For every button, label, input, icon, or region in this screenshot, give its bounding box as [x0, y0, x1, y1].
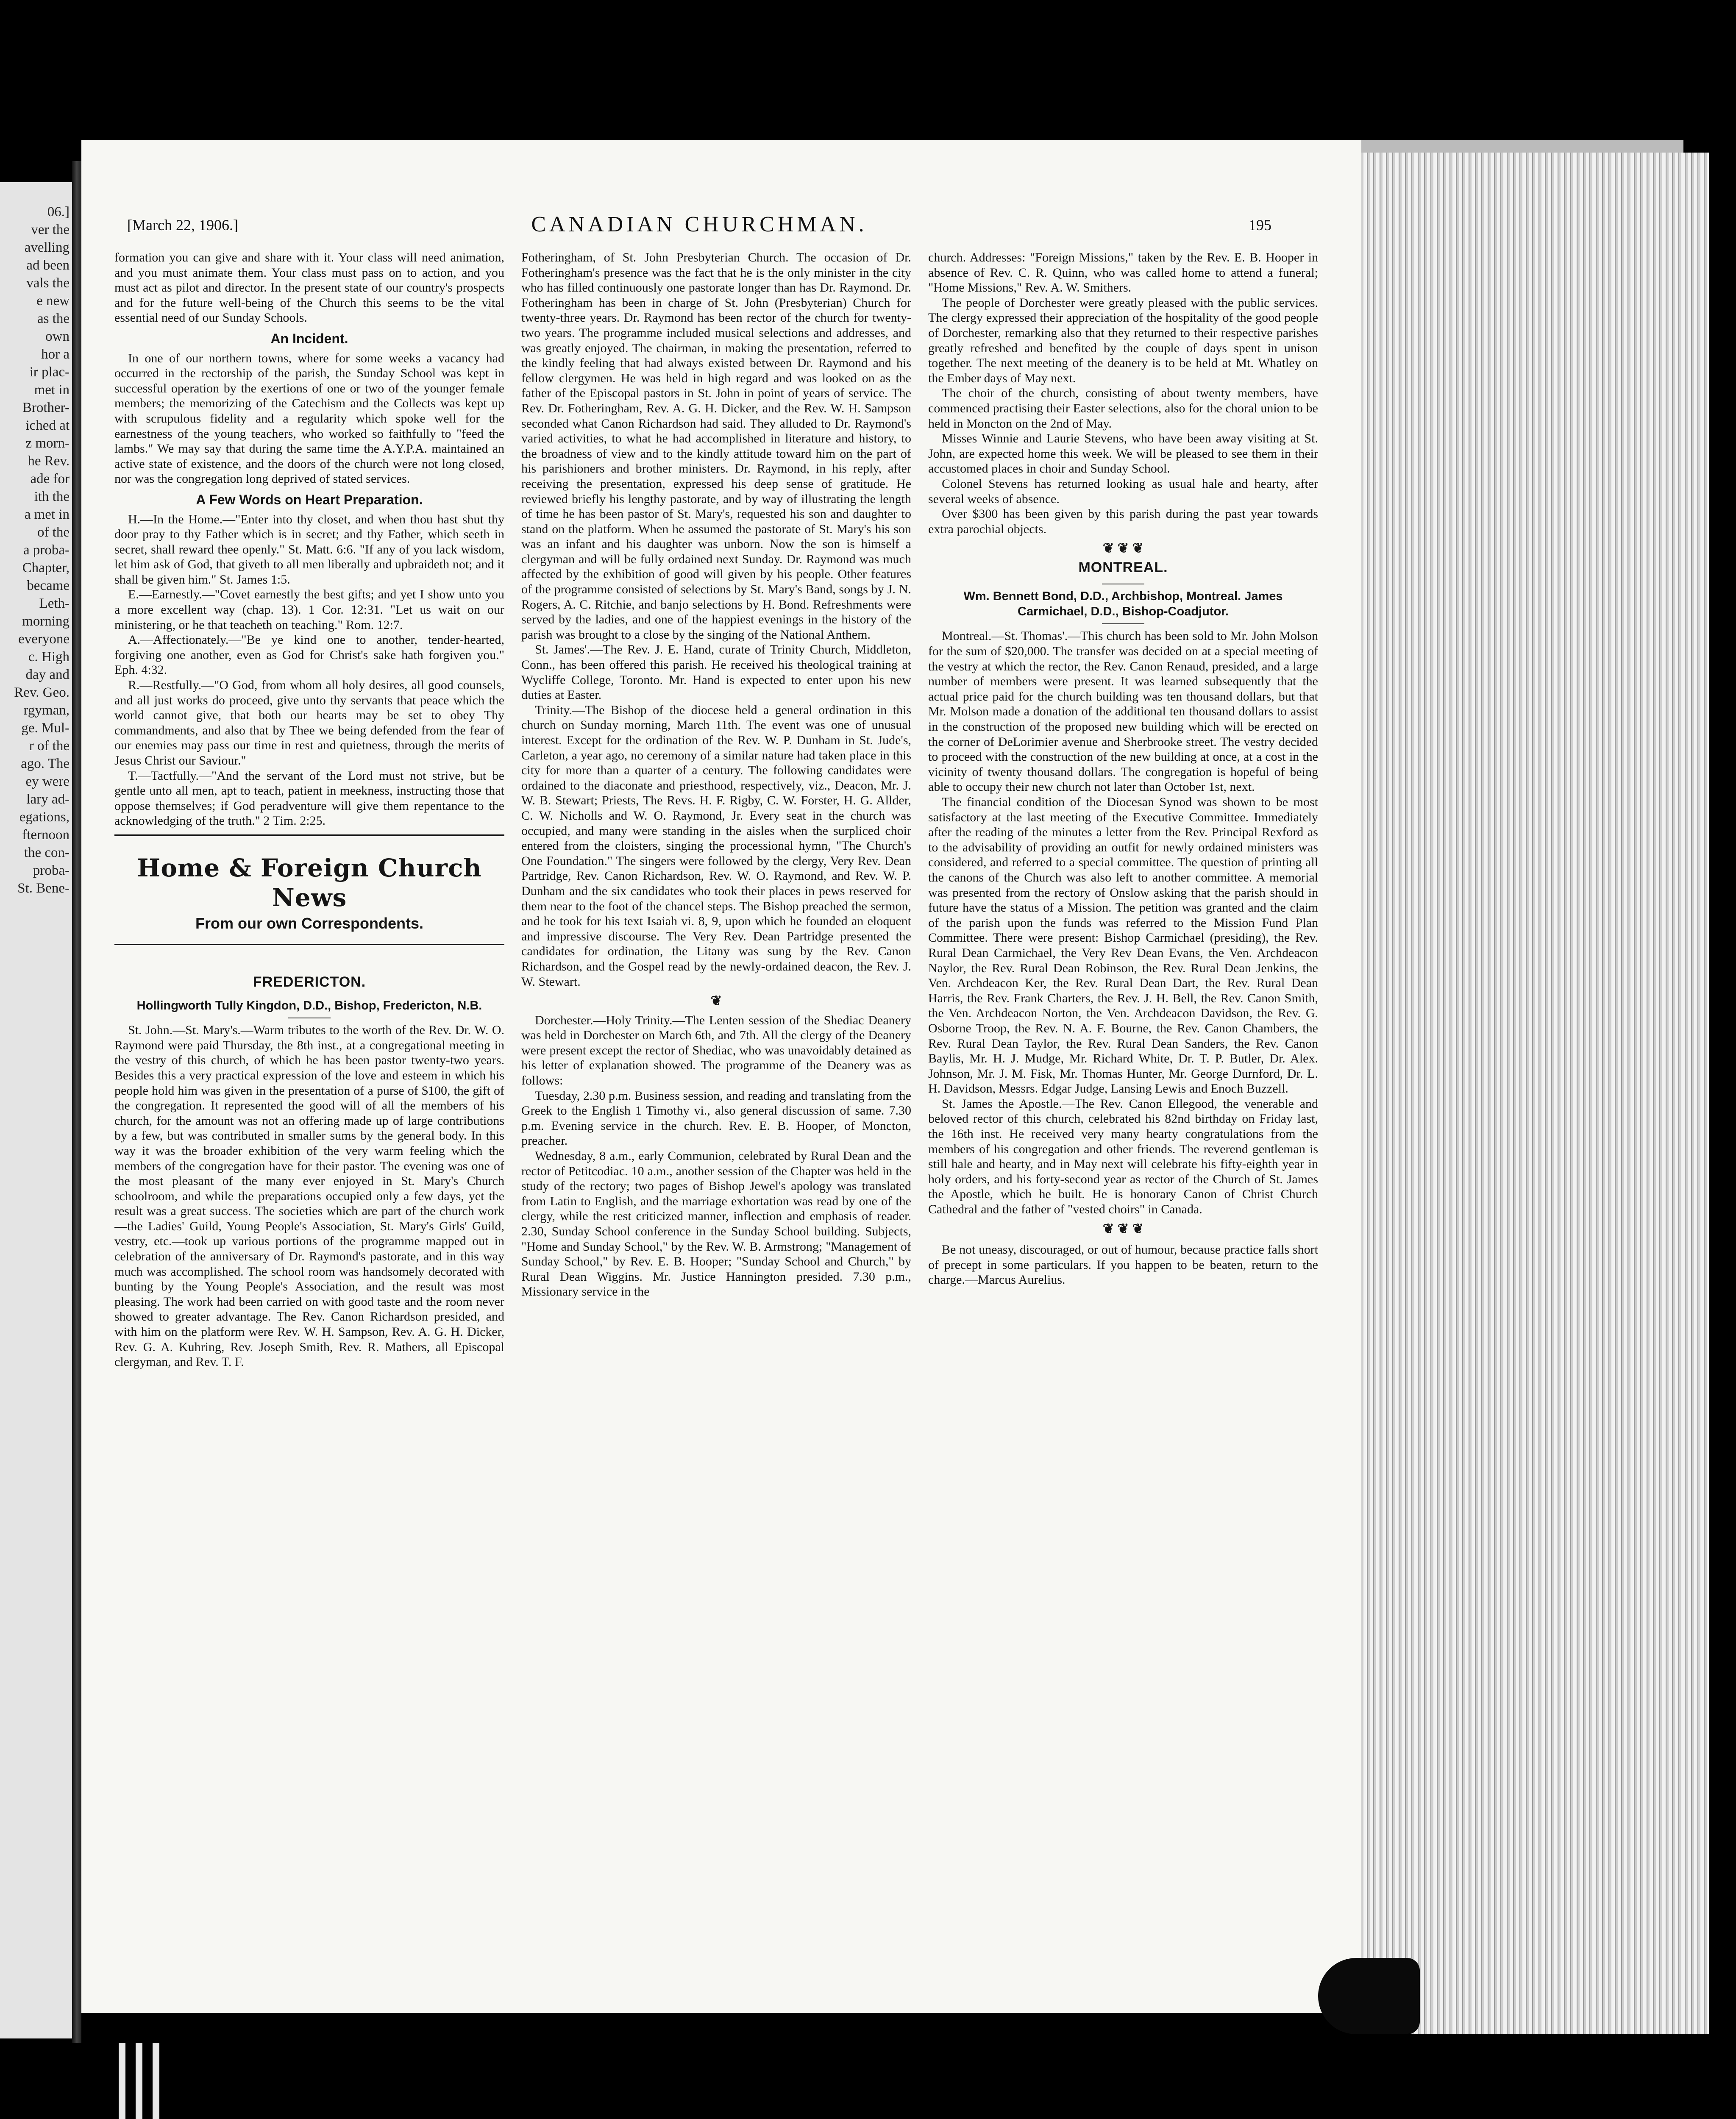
paragraph: St. John.—St. Mary's.—Warm tributes to the worth of the Rev. Dr. W. O. Raymond were paid Thursday, the 8th inst., at a congregational meeting in the vestry of this church, of which he has been pastor twenty-two years. Besides this a very practical expression of the love and esteem in which his people hold him was given in the presentation of a purse of $100, the gift of the congregation. It represented the good will of all the members of his church, for the amount was not an offering made up of large contributions by a few, but was contributed in smaller sums by the general body. In this way it was the broader exhibition of the very warm feeling which the members of the congregation have for their pastor. The evening was one of the most pleasant of the many ever enjoyed in St. Mary's Church schoolroom, and while the preparations occupied only a few days, yet the result was a great success. The societies which are part of the church work—the Ladies' Guild, Young People's Association, St. Mary's Girls' Guild, vestry, etc.—took up various portions of the programme mapped out in celebration of the anniversary of Dr. Raymond's pastorate, and in this way much was accomplished. The school room was handsomely decorated with bunting by the Young People's Association, and the result was most pleasing. The work had been carried on with good taste and the room never showed to greater advantage. The Rev. Canon Richardson presided, and with him on the platform were Rev. W. H. Sampson, Rev. A. G. H. Dicker, Rev. G. A. Kuhring, Rev. Joseph Smith, Rev. R. Mathers, all Episcopal clergyman, and Rev. T. F. [114, 1023, 504, 1369]
ornament: ❦ ❦ ❦ [1102, 1221, 1144, 1236]
bishop-line: Hollingworth Tully Kingdon, D.D., Bishop, Fredericton, N.B. [136, 999, 482, 1013]
paragraph: In one of our northern towns, where for some weeks a vacancy had occurred in the rectorship of the parish, the Sunday School was kept in successful operation by the exertions of one or two of the younger female members; the memorizing of the Catechism and the Collects was kept up with scrupulous fidelity and a regularity which spoke well for the earnestness of the young teachers, who worked so faithfully to "feed the lambs." We may say that during the same time the A.Y.P.A. maintained an active state of existence, and the doors of the church were not long closed, nor was the congregation long deprived of stated services. [114, 351, 504, 486]
margin-text-fragment: St. Bene- [17, 881, 70, 896]
running-header [127, 212, 1271, 237]
margin-text-fragment: proba- [33, 863, 70, 878]
paragraph: Wednesday, 8 a.m., early Communion, celebrated by Rural Dean and the rector of Petitcodiac. 10 a.m., another session of the Chapter was held in the study of the rectory; two pages of Bishop Jewel's apology was translated from Latin to English, and the marriage exhortation was read by one of the clergy, while the rest criticized manner, inflection and emphasis of reader. 2.30, Sunday School conference in the Sunday School building. Subjects, "Home and Sunday School," by the Rev. W. B. Armstrong; "Management of Sunday School," by Rev. E. B. Hooper; "Sunday School and Church," by Rural Dean Wiggins. Mr. Justice Hannington presided. 7.30 p.m., Missionary service in the [521, 1149, 911, 1299]
page-edges-top [1361, 140, 1683, 153]
paragraph: T.—Tactfully.—"And the servant of the Lord must not strive, but be gentle unto all men, apt to teach, patient in meekness, instructing those that oppose themselves; if God peradventure will give them repentance to the acknowledging of the truth." 2 Tim. 2:25. [114, 768, 504, 828]
paragraph: A.—Affectionately.—"Be ye kind one to another, tender-hearted, forgiving one another, even as God for Christ's sake hath forgiven you." Eph. 4:32. [114, 633, 504, 677]
paragraph: formation you can give and share with it. Your class will need animation, and you must animate them. Your class must pass on to action, and you must act as pilot and director. In the present state of our country's prospects and for the future well-being of the Church this seems to be the vital essential need of our Sunday Schools. [114, 250, 504, 325]
margin-text-fragment: vals the [26, 275, 70, 291]
divider [1102, 623, 1144, 624]
margin-text-fragment: the con- [24, 845, 70, 860]
margin-text-fragment: ago. The [21, 756, 70, 771]
margin-text-fragment: ey were [25, 774, 70, 789]
masthead-title: CANADIAN CHURCHMAN. [531, 212, 868, 236]
margin-text-fragment: as the [37, 311, 70, 326]
issue-date: [March 22, 1906.] [127, 217, 238, 234]
paragraph: Montreal.—St. Thomas'.—This church has been sold to Mr. John Molson for the sum of $20,000. The transfer was decided on at a special meeting of the vestry at which the rector, the Rev. Canon Renaud, presided, and a large number of members were present. It was learned subsequently that the actual price paid for the church building was ten thousand dollars, but that Mr. Molson made a donation of the additional ten thousand dollars to assist in the construction of the proposed new building which will be erected on the corner of DeLorimier avenue and Sherbrooke street. The vestry decided to proceed with the construction of the new building at once, at a cost in the vicinity of twenty thousand dollars. The congregation is hopeful of being able to occupy their new church not later than October 1st, next. [928, 629, 1318, 794]
column-1 [114, 250, 504, 1962]
paragraph: Tuesday, 2.30 p.m. Business session, and reading and translating from the Greek to the English 1 Timothy vi., also general discussion of same. 7.30 p.m. Evening service in the church. Rev. E. B. Hooper, of Moncton, preacher. [521, 1088, 911, 1148]
margin-text-fragment: ad been [26, 258, 70, 273]
section-heading: A Few Words on Heart Preparation. [196, 492, 423, 507]
margin-text-fragment: a met in [24, 507, 70, 522]
margin-text-fragment: iched at [25, 418, 70, 433]
margin-text-fragment: fternoon [22, 827, 70, 843]
paragraph: The people of Dorchester were greatly pleased with the public services. The clergy expressed their appreciation of the hospitality of the good people of Dorchester, remarking also that they returned to their respective parishes greatly refreshed and benefited by the couple of days spent in unison together. The next meeting of the deanery is to be held at Mt. Whatley on the Ember days of May next. [928, 295, 1318, 385]
paragraph: The financial condition of the Diocesan Synod was shown to be most satisfactory at the last meeting of the Executive Committee. Immediately after the reading of the minutes a letter from the Rev. Principal Rexford as to the advisability of providing an outfit for newly ordained ministers was considered, and referred to a special committee. The question of printing all the canons of the Church was also left to another committee. A memorial was presented from the rectory of Onslow asking that the parish should in future have the status of a Mission. The petition was granted and the claim of the parish upon the funds was referred to the Mission Fund Plan Committee. There were present: Bishop Carmichael (presiding), the Rev. Rural Dean Carmichael, the Very Rev Dean Evans, the Ven. Archdeacon Naylor, the Rev. Rural Dean Robinson, the Rev. Rural Dean Jenkins, the Ven. Archdeacon Ker, the Rev. Rural Dean Dart, the Rev. Rural Dean Harris, the Rev. Frank Charters, the Rev. J. H. Bell, the Rev. Canon Smith, the Ven. Archdeacon Norton, the Ven. Archdeacon Davidson, the Rev. G. Osborne Troop, the Rev. N. A. F. Bourne, the Rev. Canon Chambers, the Rev. Rural Dean Taylor, the Rev. Rural Dean Sanders, the Rev. Canon Baylis, Mr. H. J. Mudge, Mr. Richard White, Dr. T. P. Butler, Dr. Alex. Johnson, Mr. J. M. Fisk, Mr. Thomas Hunter, Mr. George Durnford, Dr. L. H. Davidson, Messrs. Edgar Judge, Lansing Lewis and Enoch Buzzell. [928, 795, 1318, 1096]
margin-text-fragment: became [27, 578, 70, 593]
margin-text-fragment: rgyman, [23, 703, 70, 718]
news-banner-subtitle: From our own Correspondents. [195, 914, 423, 932]
margin-text-fragment: egations, [19, 809, 70, 825]
paragraph: R.—Restfully.—"O God, from whom all holy desires, all good counsels, and all just works do proceed, give unto thy servants that peace which the world cannot give, that both our hearts may be set to obey Thy commandments, and also that by Thee we being defended from the fear of our enemies may pass our time in rest and quietness, through the merits of Jesus Christ our Saviour." [114, 678, 504, 768]
margin-text-fragment: lary ad- [26, 792, 70, 807]
paragraph: E.—Earnestly.—"Covet earnestly the best gifts; and yet I show unto you a more excellent way (chap. 13). 1 Cor. 12:31. "Let us wait on our ministering, or he that teacheth on teaching." Rom. 12:7. [114, 587, 504, 632]
section-heading: An Incident. [270, 331, 348, 346]
margin-text-fragment: Chapter, [22, 560, 70, 576]
paragraph: Misses Winnie and Laurie Stevens, who have been away visiting at St. John, are expected home this week. We will be pleased to see them in their accustomed places in choir and Sunday School. [928, 431, 1318, 476]
margin-text-fragment: a proba- [23, 542, 70, 558]
margin-text-fragment: 06.] [47, 204, 70, 220]
bishop-line: Wm. Bennett Bond, D.D., Archbishop, Montreal. James Carmichael, D.D., Bishop-Coadjutor. [963, 590, 1283, 619]
margin-text-fragment: day and [25, 667, 70, 682]
margin-text-fragment: c. High [28, 649, 70, 665]
binding-bars [0, 2043, 178, 2119]
paragraph: St. James the Apostle.—The Rev. Canon Ellegood, the venerable and beloved rector of this church, celebrated his 82nd birthday on Friday last, the 16th inst. He received very many hearty congratulations from the members of his congregation and other friends. The reverend gentleman is still hale and hearty, and in May next will celebrate his fifty-eighth year in holy orders, and his forty-second year as rector of the Church of St. James the Apostle, which he built. He is honorary Canon of Christ Church Cathedral and the father of "vested choirs" in Canada. [928, 1096, 1318, 1217]
margin-text-fragment: everyone [18, 631, 70, 647]
margin-text-fragment: Brother- [22, 400, 70, 415]
stacked-page-edges [1361, 153, 1709, 2034]
paragraph: Dorchester.—Holy Trinity.—The Lenten session of the Shediac Deanery was held in Dorchester on March 6th, and 7th. All the clergy of the Deanery were present except the rector of Shediac, who was unavoidably detained as his letter of explanation showed. The programme of the Deanery was as follows: [521, 1013, 911, 1088]
margin-text-fragment: of the [37, 525, 70, 540]
margin-text-fragment: z morn- [25, 436, 70, 451]
paragraph: Over $300 has been given by this parish during the past year towards extra parochial objects. [928, 507, 1318, 536]
margin-text-fragment: met in [34, 382, 70, 398]
margin-text-fragment: ir plac- [29, 364, 70, 380]
thumb-shadow [1318, 1958, 1420, 2034]
margin-text-fragment: ith the [34, 489, 70, 504]
margin-text-fragment: r of the [29, 738, 70, 754]
paragraph: Fotheringham, of St. John Presbyterian Church. The occasion of Dr. Fotheringham's presence was the fact that he is the only minister in the city who has filled continuously one pastorate longer than has Dr. Raymond. Dr. Fotheringham has been in charge of St. John (Presbyterian) Church for twenty-three years. Dr. Raymond has been rector of the church for twenty-two years. The programme included musical selections and addresses, and was greatly enjoyed. The chairman, in making the presentation, referred to the kindly feeling that had always existed between Dr. Raymond and his fellow clergymen. He was held in high regard and was looked on as the father of the Episcopal pastors in St. John in point of years of service. The Rev. Dr. Fotheringham, Rev. A. G. H. Dicker, and the Rev. W. H. Sampson seconded what Canon Richardson had said. They alluded to Dr. Raymond's varied activities, to what he had accomplished in literature and history, to the broadness of view and to the kindly attitude toward him on the part of his parishioners and brother ministers. Dr. Raymond, in his reply, after receiving the presentation, expressed his deep sense of gratitude. He reviewed briefly his lengthy pastorate, and by way of illustrating the length of time he has been pastor of St. Mary's, requested his son and daughter to stand on the platform. When he assumed the pastorate of St. Mary's his son was an infant and his daughter was unborn. Now the son is himself a clergyman and will be fully ordained next Sunday. Dr. Raymond was much affected by the exhibition of good will given by his people. Other features of the programme consisted of selections by St. Mary's Band, songs by J. N. Rogers, A. C. Ritchie, and banjo selections by H. Bond. Refreshments were served by the ladies, and one of the happiest evenings in the history of the parish was brought to a close by the singing of the National Anthem. [521, 250, 911, 642]
margin-text-fragment: avelling [24, 240, 70, 255]
column-3 [928, 250, 1318, 1962]
margin-text-fragment: ver the [31, 222, 70, 237]
margin-text-fragment: hor a [41, 347, 70, 362]
column-2 [521, 250, 911, 1962]
margin-text-fragment: Rev. Geo. [14, 685, 70, 700]
paragraph: H.—In the Home.—"Enter into thy closet, and when thou hast shut thy door pray to thy Father which is in secret; and thy Father, which seeth in secret, shall reward thee openly." St. Matt. 6:6. "If any of you lack wisdom, let him ask of God, that giveth to all men liberally and upbraideth not; and it shall be given him." St. James 1:5. [114, 512, 504, 587]
margin-text-fragment: ge. Mul- [21, 720, 70, 736]
paragraph: Colonel Stevens has returned looking as usual hale and hearty, after several weeks of absence. [928, 476, 1318, 506]
diocese-heading: FREDERICTON. [253, 973, 366, 990]
paragraph: church. Addresses: "Foreign Missions," taken by the Rev. E. B. Hooper in absence of Rev. C. R. Quinn, who was called home to attend a funeral; "Home Missions," Rev. A. W. Smithers. [928, 250, 1318, 295]
margin-text-fragment: ade for [30, 471, 70, 487]
margin-text-fragment: e new [36, 293, 70, 309]
ornament: ❦ [710, 993, 722, 1009]
ornament: ❦ ❦ ❦ [1102, 540, 1144, 556]
diocese-heading: MONTREAL. [1078, 559, 1168, 576]
news-banner-title: Home & Foreign Church News [137, 853, 482, 912]
margin-text-fragment: morning [22, 614, 70, 629]
paragraph: Trinity.—The Bishop of the diocese held a general ordination in this church on Sunday morning, March 11th. The event was one of unusual interest. Except for the ordination of the Rev. W. P. Dunham in St. Jude's, Carleton, a year ago, no ceremony of a similar nature had taken place in this city for more than a quarter of a century. The following candidates were ordained to the diaconate and priesthood, respectively, viz., Deacon, Mr. J. W. B. Stewart; Priests, The Revs. H. F. Rigby, C. W. Forster, H. G. Allder, C. W. Nicholls and W. O. Raymond, Jr. Every seat in the church was occupied, and many were standing in the aisles when the surpliced choir entered from the cloisters, singing the processional hymn, "The Church's One Foundation." The singers were followed by the clergy, Very Rev. Dean Partridge, Rev. Canon Richardson, Rev. W. O. Raymond, and Rev. W. P. Dunham and the six candidates who took their places in pews reserved for them near to the foot of the chancel steps. The Bishop preached the sermon, and he took for his text Isaiah vi. 8, 9, upon which he founded an eloquent and impressive discourse. The Very Rev. Dean Partridge presented the candidates for ordination, the Litany was sung by the Rev. Canon Richardson, and the Gospel read by the newly-ordained deacon, the Rev. J. W. Stewart. [521, 703, 911, 989]
paragraph: St. James'.—The Rev. J. E. Hand, curate of Trinity Church, Middleton, Conn., has been offered this parish. He received his theological training at Wycliffe College, Toronto. Mr. Hand is expected to enter upon his new duties at Easter. [521, 642, 911, 702]
margin-text-fragment: he Rev. [28, 453, 70, 469]
margin-text-fragment: own [45, 329, 70, 344]
news-banner [114, 836, 504, 945]
paragraph: The choir of the church, consisting of about twenty members, have commenced practising their Easter selections, also for the choral union to be held in Moncton on the 2nd of May. [928, 386, 1318, 431]
page-number: 195 [1249, 217, 1271, 234]
left-page-fragment [0, 182, 72, 2038]
closing-quote: Be not uneasy, discouraged, or out of humour, because practice falls short of precept in some particulars. If you happen to be beaten, return to the charge.—Marcus Aurelius. [928, 1243, 1318, 1287]
margin-text-fragment: Leth- [39, 596, 70, 611]
book-gutter [72, 161, 81, 2043]
